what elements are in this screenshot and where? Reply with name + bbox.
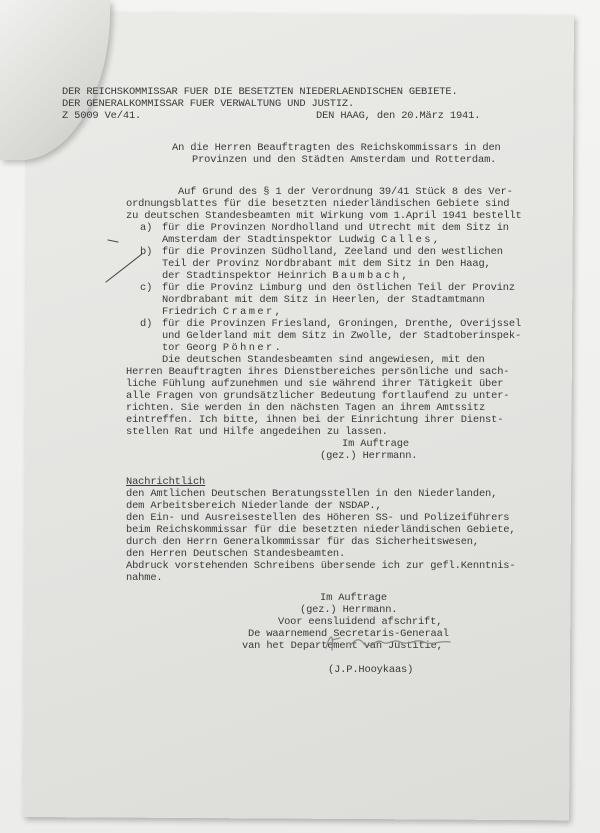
item-b-line-1: für die Provinzen Südholland, Zeeland und den westlichen xyxy=(162,246,503,258)
item-b-line-3: der Stadtinspektor Heinrich Baumbach, xyxy=(162,270,408,282)
item-c-line-1: für die Provinz Limburg und den östlichen Teil der Provinz xyxy=(162,282,515,294)
item-c-name: Cramer xyxy=(222,306,275,318)
header-line-2: DER GENERALKOMMISSAR FUER VERWALTUNG UND JUSTIZ. xyxy=(62,98,355,110)
place-date: DEN HAAG, den 20.März 1941. xyxy=(316,110,481,122)
closing-line-1: Im Auftrage xyxy=(320,592,387,604)
closing-line-2: (gez.) Herrmann. xyxy=(300,604,398,616)
addressee-line-2: Provinzen und den Städten Amsterdam und Rotterdam. xyxy=(192,154,497,166)
paragraph-line-3: liche Fühlung aufzunehmen und sie während ihrer Tätigkeit über xyxy=(126,378,504,390)
paragraph-line-7: stellen Rat und Hilfe angedeihen zu lassen. xyxy=(126,426,388,438)
signatory-name: (J.P.Hooykaas) xyxy=(328,664,414,676)
handwritten-signature-icon xyxy=(320,626,470,656)
item-c-marker: c) xyxy=(140,282,153,294)
item-a-name: Calles xyxy=(381,234,433,246)
notice-heading: Nachrichtlich xyxy=(126,476,206,488)
notice-line-7: Abdruck vorstehenden Schreibens übersende ich zur gefl.Kenntnis- xyxy=(126,560,516,572)
notice-line-8: nahme. xyxy=(126,572,163,584)
item-a-line-1: für die Provinzen Nordholland und Utrecht mit dem Sitz in xyxy=(162,222,509,234)
reference-number: Z 5009 Ve/41. xyxy=(62,110,142,122)
intro-line-2: ordnungsblattes für die besetzten niederländischen Gebiete sind xyxy=(126,198,510,210)
item-c-line-3: Friedrich Cramer, xyxy=(162,306,281,318)
notice-line-3: den Ein- und Ausreisestellen des Höheren SS- und Polizeiführers xyxy=(126,512,510,524)
sign1-line-2: (gez.) Herrmann. xyxy=(320,450,418,462)
item-d-line-2: und Gelderland mit dem Sitz in Zwolle, der Stadtoberinspek- xyxy=(162,330,522,342)
paragraph-line-2: Herren Beauftragten ihres Dienstbereiches persönliche und sach- xyxy=(126,366,510,378)
closing-line-4: De waarnemend Secretaris-Generaal xyxy=(248,628,449,640)
notice-line-4: beim Reichskommissar für die besetzten niederländischen Gebiete, xyxy=(126,524,516,536)
item-b-marker: b) xyxy=(140,246,153,258)
item-a-line-2: Amsterdam der Stadtinspektor Ludwig Calles, xyxy=(162,234,439,246)
item-a-marker: a) xyxy=(140,222,153,234)
notice-line-6: den Herren Deutschen Standesbeamten. xyxy=(126,548,346,560)
item-d-line-3: tor Georg Pöhner. xyxy=(162,342,281,354)
paragraph-line-6: eintreffen. Ich bitte, ihnen bei der Einrichtung ihrer Dienst- xyxy=(126,414,504,426)
notice-line-2: dem Arbeitsbereich Niederlande der NSDAP., xyxy=(126,500,382,512)
item-d-line-1: für die Provinzen Friesland, Groningen, Drenthe, Overijssel xyxy=(162,318,522,330)
intro-line-3: zu deutschen Standesbeamten mit Wirkung vom 1.April 1941 bestellt xyxy=(126,210,522,222)
intro-line-1: Auf Grund des § 1 der Verordnung 39/41 Stück 8 des Ver- xyxy=(178,186,513,198)
item-d-marker: d) xyxy=(140,318,153,330)
paragraph-line-4: alle Fragen von grundsätzlicher Bedeutung fortlaufend zu unter- xyxy=(126,390,510,402)
sign1-line-1: Im Auftrage xyxy=(342,438,409,450)
item-c-line-2: Nordbrabant mit dem Sitz in Heerlen, der Stadtamtmann xyxy=(162,294,485,306)
notice-line-1: den Amtlichen Deutschen Beratungsstellen in den Niederlanden, xyxy=(126,488,498,500)
notice-line-5: durch den Herrn Generalkommissar für das Sicherheitswesen, xyxy=(126,536,479,548)
addressee-line-1: An die Herren Beauftragten des Reichskommissars in den xyxy=(172,142,501,154)
header-line-1: DER REICHSKOMMISSAR FUER DIE BESETZTEN NIEDERLAENDISCHEN GEBIETE. xyxy=(62,86,458,98)
margin-pencil-mark-icon xyxy=(104,236,146,286)
closing-line-5: van het Departement van Justitie, xyxy=(242,640,443,652)
closing-line-3: Voor eensluidend afschrift, xyxy=(278,616,443,628)
item-b-line-2: Teil der Provinz Nordbrabant mit dem Sitz in Den Haag, xyxy=(162,258,491,270)
item-d-name: Pöhner xyxy=(222,342,275,354)
item-b-name: Baumbach xyxy=(332,270,402,282)
paragraph-line-5: richten. Sie werden in den nächsten Tagen an ihrem Amtssitz xyxy=(126,402,486,414)
paragraph-line-1: Die deutschen Standesbeamten sind angewiesen, mit den xyxy=(162,354,485,366)
